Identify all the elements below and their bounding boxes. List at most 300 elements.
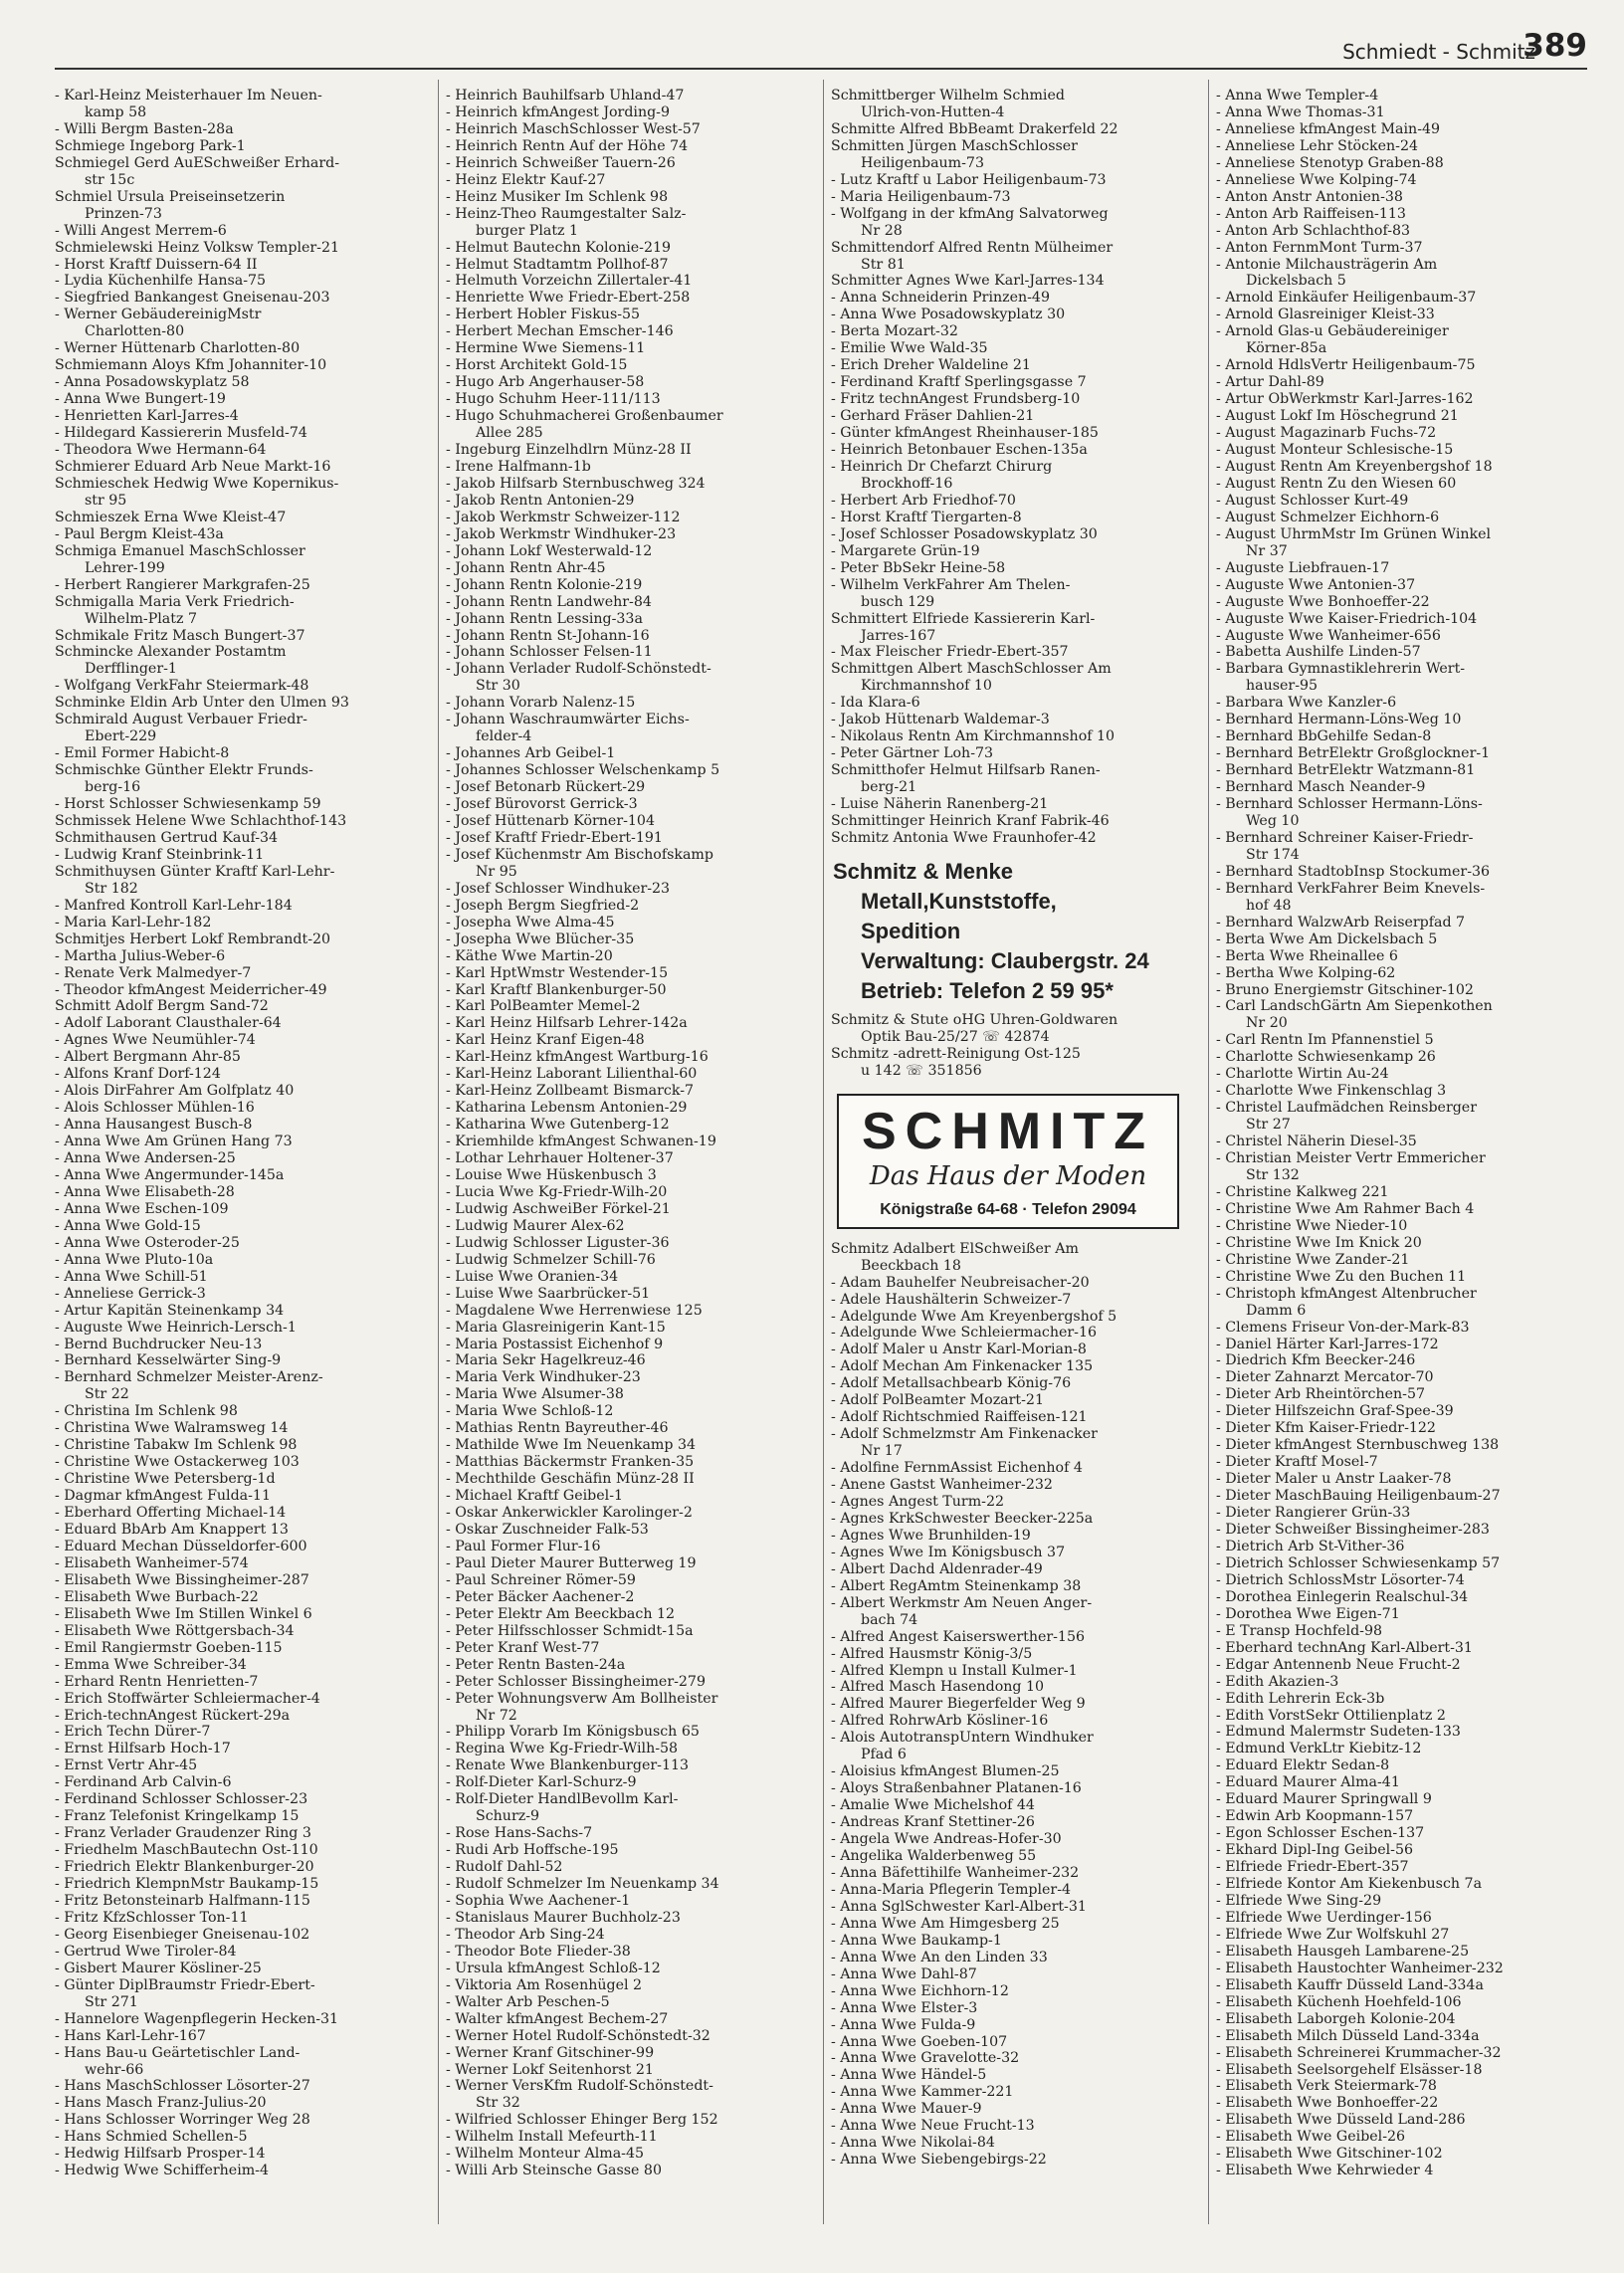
directory-entry: - Gertrud Wwe Tiroler-84: [55, 1943, 237, 1960]
directory-entry: - August Schmelzer Eichhorn-6: [1216, 509, 1440, 525]
directory-entry: - Anna Wwe Andersen-25: [55, 1150, 236, 1167]
entry-continuation: Dickelsbach 5: [1246, 273, 1346, 290]
directory-entry: - Agnes Wwe Im Königsbusch 37: [831, 1544, 1066, 1560]
directory-entry: - Sophia Wwe Aachener-1: [446, 1892, 631, 1909]
entry-continuation: Str 182: [85, 880, 138, 897]
directory-entry: - Anna Wwe Gold-15: [55, 1217, 201, 1234]
directory-entry: - Lothar Lehrhauer Holtener-37: [446, 1150, 674, 1167]
directory-entry: - Anna SglSchwester Karl-Albert-31: [831, 1898, 1087, 1915]
directory-entry: - Anna Hausangest Busch-8: [55, 1117, 253, 1134]
directory-column-3: [831, 88, 1184, 2169]
directory-entry: - Anna Wwe Eichhorn-12: [831, 1982, 1009, 1999]
directory-entry: - Christine Wwe Im Knick 20: [1216, 1234, 1422, 1251]
directory-entry: - Karl-Heinz Zollbeamt Bismarck-7: [446, 1083, 695, 1100]
entry-continuation: Lehrer-199: [85, 559, 165, 576]
directory-entry: Schmitten Jürgen MaschSchlosser: [831, 137, 1078, 154]
directory-entry: - Hedwig Hilfsarb Prosper-14: [55, 2146, 266, 2163]
directory-entry: - Dietrich Arb St-Vither-36: [1216, 1538, 1405, 1554]
directory-entry: - Elfriede Wwe Sing-29: [1216, 1892, 1382, 1909]
directory-entry: - Edmund Malermstr Sudeten-133: [1216, 1724, 1461, 1741]
directory-entry: - Christina Wwe Walramsweg 14: [55, 1420, 289, 1437]
entry-continuation: Allee 285: [476, 425, 543, 442]
directory-entry: - Elfriede Wwe Uerdinger-156: [1216, 1909, 1432, 1926]
entry-continuation: Ebert-229: [85, 728, 157, 745]
directory-entry: - Anna Wwe Osteroder-25: [55, 1234, 240, 1251]
directory-entry: - Arnold Glasreiniger Kleist-33: [1216, 307, 1435, 323]
directory-entry: - Peter Schlosser Bissingheimer-279: [446, 1673, 706, 1690]
directory-column-4: [1216, 88, 1569, 2179]
directory-entry: - Bernhard Kesselwärter Sing-9: [55, 1352, 282, 1369]
directory-entry: - Philipp Vorarb Im Königsbusch 65: [446, 1724, 700, 1741]
column-divider: [1208, 80, 1209, 2224]
directory-entry: - Elfriede Wwe Zur Wolfskuhl 27: [1216, 1926, 1450, 1943]
entry-continuation: Optik Bau-25/27 ☏ 42874: [861, 1028, 1050, 1045]
directory-entry: - Maria Wwe Schloß-12: [446, 1403, 614, 1420]
directory-entry: - Josepha Wwe Alma-45: [446, 914, 615, 930]
directory-entry: - Herbert Rangierer Markgrafen-25: [55, 576, 310, 593]
entry-continuation: Str 174: [1246, 846, 1300, 863]
directory-entry: - Bernd Buchdrucker Neu-13: [55, 1336, 263, 1352]
directory-entry: Schmielewski Heinz Volksw Templer-21: [55, 239, 340, 256]
directory-entry: - Helmut Stadtamtm Pollhof-87: [446, 256, 669, 273]
directory-entry: - Anna Wwe Siebengebirgs-22: [831, 2152, 1047, 2169]
directory-entry: - Werner Lokf Seitenhorst 21: [446, 2061, 654, 2078]
directory-entry: - Johann Schlosser Felsen-11: [446, 644, 653, 661]
entry-continuation: Jarres-167: [861, 627, 936, 644]
directory-entry: - Henriette Wwe Friedr-Ebert-258: [446, 290, 691, 307]
directory-entry: - Hans Bau-u Geärtetischler Land-: [55, 2044, 301, 2061]
entry-continuation: Körner-85a: [1246, 340, 1327, 357]
directory-entry: - Günter DiplBraumstr Friedr-Ebert-: [55, 1976, 315, 1993]
directory-entry: - Christine Wwe Am Rahmer Bach 4: [1216, 1200, 1475, 1217]
directory-entry: - Regina Wwe Kg-Friedr-Wilh-58: [446, 1741, 679, 1757]
directory-entry: Schmigalla Maria Verk Friedrich-: [55, 593, 295, 610]
directory-entry: - Heinrich Dr Chefarzt Chirurg: [831, 458, 1053, 475]
directory-entry: - Henrietten Karl-Jarres-4: [55, 408, 239, 425]
directory-entry: - Christian Meister Vertr Emmericher: [1216, 1150, 1486, 1167]
directory-entry: - Christel Laufmädchen Reinsberger: [1216, 1100, 1477, 1117]
directory-entry: - Auguste Liebfrauen-17: [1216, 559, 1390, 576]
directory-entry: - Adelgunde Wwe Am Kreyenbergshof 5: [831, 1308, 1117, 1325]
directory-entry: - Ernst Vertr Ahr-45: [55, 1757, 198, 1774]
directory-entry: - Rudi Arb Hoffsche-195: [446, 1842, 619, 1859]
directory-entry: - Alfred RohrwArb Kösliner-16: [831, 1713, 1049, 1730]
directory-entry: - Elisabeth Wwe Bissingheimer-287: [55, 1571, 309, 1588]
entry-continuation: wehr-66: [85, 2061, 144, 2078]
directory-entry: - Luise Wwe Saarbrücker-51: [446, 1285, 651, 1302]
directory-entry: - Christoph kfmAngest Altenbrucher: [1216, 1285, 1477, 1302]
directory-entry: - Theodora Wwe Hermann-64: [55, 442, 267, 459]
directory-entry: - Karl-Heinz Laborant Lilienthal-60: [446, 1066, 698, 1083]
directory-entry: - Karl-Heinz kfmAngest Wartburg-16: [446, 1049, 709, 1066]
directory-entry: - Maria Postassist Eichenhof 9: [446, 1336, 664, 1352]
directory-entry: - Anneliese Wwe Kolping-74: [1216, 171, 1417, 188]
directory-entry: - Anna Wwe Pluto-10a: [55, 1251, 214, 1268]
ad-schmitz-menke: [833, 857, 1184, 1006]
directory-entry: - Manfred Kontroll Karl-Lehr-184: [55, 897, 293, 914]
directory-entry: - Johann Rentn Lessing-33a: [446, 610, 643, 627]
directory-entry: - Agnes KrkSchwester Beecker-225a: [831, 1510, 1094, 1527]
directory-entry: - Angelika Walderbenweg 55: [831, 1848, 1037, 1865]
directory-entry: - Dietrich SchlossMstr Lösorter-74: [1216, 1571, 1465, 1588]
directory-entry: - Anene Gastst Wanheimer-232: [831, 1477, 1053, 1494]
directory-entry: - Viktoria Am Rosenhügel 2: [446, 1976, 643, 1993]
directory-entry: - Hans Karl-Lehr-167: [55, 2027, 206, 2044]
directory-entry: - Arnold HdlsVertr Heiligenbaum-75: [1216, 357, 1476, 374]
directory-entry: - Johann Rentn Landwehr-84: [446, 593, 652, 610]
directory-entry: - Alois DirFahrer Am Golfplatz 40: [55, 1083, 295, 1100]
directory-entry: - Wolfgang in der kfmAng Salvatorweg: [831, 205, 1109, 222]
directory-entry: - Josef Küchenmstr Am Bischofskamp: [446, 846, 713, 863]
directory-entry: - Fritz KfzSchlosser Ton-11: [55, 1909, 249, 1926]
directory-entry: - Anna Wwe Goeben-107: [831, 2033, 1008, 2050]
entry-continuation: burger Platz 1: [476, 222, 579, 239]
directory-entry: - Clemens Friseur Von-der-Mark-83: [1216, 1319, 1470, 1336]
directory-entry: - Amalie Wwe Michelshof 44: [831, 1797, 1035, 1814]
directory-entry: - Daniel Härter Karl-Jarres-172: [1216, 1336, 1439, 1352]
directory-entry: - Peter Elektr Am Beeckbach 12: [446, 1605, 676, 1622]
directory-entry: - Alois AutotranspUntern Windhuker: [831, 1730, 1094, 1747]
directory-entry: - Agnes Wwe Brunhilden-19: [831, 1527, 1031, 1544]
directory-entry: - Rudolf Dahl-52: [446, 1859, 563, 1876]
directory-entry: - Wilhelm Install Mefeurth-11: [446, 2129, 658, 2146]
directory-entry: - Charlotte Wwe Finkenschlag 3: [1216, 1083, 1447, 1100]
entry-continuation: hauser-95: [1246, 678, 1319, 695]
directory-entry: - Dieter Schweißer Bissingheimer-283: [1216, 1522, 1490, 1539]
entry-continuation: str 95: [85, 492, 127, 509]
directory-entry: - Werner GebäudereinigMstr: [55, 307, 262, 323]
directory-entry: - Max Fleischer Friedr-Ebert-357: [831, 644, 1069, 661]
page-header: [55, 28, 1587, 74]
directory-entry: - Herbert Arb Friedhof-70: [831, 492, 1016, 509]
directory-entry: - Albert Werkmstr Am Neuen Anger-: [831, 1594, 1093, 1611]
directory-entry: - Paul Former Flur-16: [446, 1538, 601, 1554]
directory-entry: - Siegfried Bankangest Gneisenau-203: [55, 290, 330, 307]
directory-entry: - Werner VersKfm Rudolf-Schönstedt-: [446, 2078, 713, 2095]
directory-entry: - Werner Hotel Rudolf-Schönstedt-32: [446, 2027, 710, 2044]
entry-continuation: kamp 58: [85, 103, 147, 120]
directory-entry: - Maria Heiligenbaum-73: [831, 188, 1011, 205]
directory-entry: - Mathias Rentn Bayreuther-46: [446, 1420, 669, 1437]
entry-continuation: berg-16: [85, 779, 141, 796]
column-divider: [438, 80, 439, 2224]
directory-entry: - Heinrich Betonbauer Eschen-135a: [831, 442, 1088, 459]
directory-entry: - Bernhard Schlosser Hermann-Löns-: [1216, 796, 1483, 813]
directory-entry: Schmitte Alfred BbBeamt Drakerfeld 22: [831, 120, 1118, 137]
directory-entry: - August Magazinarb Fuchs-72: [1216, 425, 1437, 442]
directory-entry: - Dorothea Einlegerin Realschul-34: [1216, 1588, 1469, 1605]
directory-entry: - Luise Wwe Oranien-34: [446, 1268, 619, 1285]
directory-entry: - Egon Schlosser Eschen-137: [1216, 1825, 1425, 1842]
directory-entry: - Elisabeth Seelsorgehelf Elsässer-18: [1216, 2061, 1483, 2078]
directory-entry: - Josef Betonarb Rückert-29: [446, 779, 646, 796]
directory-entry: - Hugo Arb Angerhauser-58: [446, 374, 645, 391]
directory-entry: Schmiel Ursula Preiseinsetzerin: [55, 188, 286, 205]
directory-entry: Schmierer Eduard Arb Neue Markt-16: [55, 458, 331, 475]
directory-entry: - Artur ObWerkmstr Karl-Jarres-162: [1216, 391, 1474, 408]
entry-continuation: u 142 ☏ 351856: [861, 1062, 982, 1079]
directory-entry: - Willi Arb Steinsche Gasse 80: [446, 2163, 662, 2179]
directory-entry: - Anna Wwe Baukamp-1: [831, 1932, 1002, 1949]
entry-continuation: felder-4: [476, 728, 532, 745]
directory-entry: - Anna Wwe Posadowskyplatz 30: [831, 307, 1066, 323]
directory-column-2: [446, 88, 799, 2179]
directory-entry: - Auguste Wwe Kaiser-Friedrich-104: [1216, 610, 1478, 627]
entry-continuation: Heiligenbaum-73: [861, 154, 984, 171]
directory-entry: - Christel Näherin Diesel-35: [1216, 1134, 1417, 1150]
directory-entry: - Emil Former Habicht-8: [55, 745, 230, 762]
directory-entry: Schmiege Ingeborg Park-1: [55, 137, 246, 154]
directory-entry: - Gisbert Maurer Kösliner-25: [55, 1960, 262, 1976]
directory-entry: - Karl-Heinz Meisterhauer Im Neuen-: [55, 88, 322, 103]
directory-entry: - Theodor kfmAngest Meiderricher-49: [55, 981, 327, 998]
ad-title: Schmitz & Menke: [833, 858, 1013, 884]
directory-entry: - Artur Dahl-89: [1216, 374, 1324, 391]
entry-list: [831, 1241, 1184, 2169]
directory-entry: - Elfriede Friedr-Ebert-357: [1216, 1859, 1409, 1876]
directory-entry: - Anna Wwe Dahl-87: [831, 1965, 977, 1982]
directory-entry: - Eduard Elektr Sedan-8: [1216, 1757, 1390, 1774]
directory-entry: - Ferdinand Arb Calvin-6: [55, 1774, 232, 1791]
directory-column-1: [55, 88, 408, 2179]
directory-entry: - Hans Schmied Schellen-5: [55, 2129, 248, 2146]
directory-entry: - Hildegard Kassiererin Musfeld-74: [55, 425, 307, 442]
directory-entry: - Rolf-Dieter HandlBevollm Karl-: [446, 1791, 679, 1808]
directory-entry: - Bruno Energiemstr Gitschiner-102: [1216, 981, 1474, 998]
directory-entry: - Christine Wwe Nieder-10: [1216, 1217, 1408, 1234]
directory-entry: - Jakob Hüttenarb Waldemar-3: [831, 712, 1050, 728]
ad-line: Spedition: [861, 918, 961, 943]
directory-entry: - Anna Wwe Fulda-9: [831, 2016, 976, 2033]
directory-entry: - Friedrich Elektr Blankenburger-20: [55, 1859, 314, 1876]
directory-entry: - Edith Akazien-3: [1216, 1673, 1339, 1690]
directory-entry: - Ludwig Maurer Alex-62: [446, 1217, 625, 1234]
directory-entry: Schmitjes Herbert Lokf Rembrandt-20: [55, 930, 331, 947]
directory-entry: - Peter Kranf West-77: [446, 1639, 600, 1656]
directory-entry: - Elisabeth Haustochter Wanheimer-232: [1216, 1960, 1504, 1976]
directory-entry: - Adam Bauhelfer Neubreisacher-20: [831, 1274, 1090, 1291]
entry-continuation: Derfflinger-1: [85, 661, 177, 678]
directory-entry: - Bernhard Hermann-Löns-Weg 10: [1216, 712, 1462, 728]
directory-entry: Schmissek Helene Wwe Schlachthof-143: [55, 812, 347, 829]
directory-entry: - Käthe Wwe Martin-20: [446, 947, 613, 964]
directory-entry: - Franz Telefonist Kringelkamp 15: [55, 1808, 300, 1825]
entry-list: [831, 1012, 1184, 1080]
directory-entry: - Günter kfmAngest Rheinhauser-185: [831, 425, 1099, 442]
directory-entry: - Emilie Wwe Wald-35: [831, 340, 988, 357]
directory-entry: - Eduard BbArb Am Knappert 13: [55, 1522, 289, 1539]
directory-entry: - Peter Gärtner Loh-73: [831, 745, 994, 762]
directory-entry: - Edmund VerkLtr Kiebitz-12: [1216, 1741, 1422, 1757]
directory-entry: - Aloisius kfmAngest Blumen-25: [831, 1763, 1060, 1780]
directory-entry: - Nikolaus Rentn Am Kirchmannshof 10: [831, 728, 1116, 745]
entry-list: [446, 88, 799, 2179]
directory-entry: - Elisabeth Wwe Düsseld Land-286: [1216, 2112, 1466, 2129]
entry-continuation: Wilhelm-Platz 7: [85, 610, 197, 627]
directory-entry: - Adolf Maler u Anstr Karl-Morian-8: [831, 1342, 1087, 1358]
entry-continuation: Str 22: [85, 1386, 129, 1403]
directory-entry: - Katharina Wwe Gutenberg-12: [446, 1117, 670, 1134]
directory-entry: - Oskar Zuschneider Falk-53: [446, 1522, 649, 1539]
directory-entry: - Lucia Wwe Kg-Friedr-Wilh-20: [446, 1183, 668, 1200]
entry-continuation: Nr 20: [1246, 1015, 1288, 1032]
directory-entry: - Anna Wwe Schill-51: [55, 1268, 208, 1285]
directory-entry: - Heinrich Schweißer Tauern-26: [446, 154, 676, 171]
entry-continuation: Str 271: [85, 1993, 138, 2010]
directory-entry: - Adolf PolBeamter Mozart-21: [831, 1392, 1044, 1409]
directory-entry: - Ferdinand Schlosser Schlosser-23: [55, 1791, 308, 1808]
directory-entry: Schmithuysen Günter Kraftf Karl-Lehr-: [55, 863, 335, 880]
directory-entry: - Arnold Glas-u Gebäudereiniger: [1216, 323, 1449, 340]
directory-entry: - Elisabeth Wwe Bonhoeffer-22: [1216, 2095, 1439, 2112]
directory-entry: - Bertha Wwe Kolping-62: [1216, 964, 1396, 981]
entry-continuation: berg-21: [861, 779, 917, 796]
directory-entry: Schmittgen Albert MaschSchlosser Am: [831, 661, 1112, 678]
directory-entry: - Elisabeth Wwe Im Stillen Winkel 6: [55, 1605, 312, 1622]
directory-entry: - Anna Wwe Am Grünen Hang 73: [55, 1134, 293, 1150]
directory-entry: - Maria Karl-Lehr-182: [55, 914, 212, 930]
directory-entry: - Johann Rentn Ahr-45: [446, 559, 606, 576]
directory-entry: - Elisabeth Schreinerei Krummacher-32: [1216, 2044, 1502, 2061]
directory-entry: Schmitz -adrett-Reinigung Ost-125: [831, 1045, 1081, 1062]
directory-entry: - Ludwig AschweiBer Förkel-21: [446, 1200, 671, 1217]
directory-entry: - Dieter Rangierer Grün-33: [1216, 1505, 1411, 1522]
directory-entry: Schmiga Emanuel MaschSchlosser: [55, 542, 305, 559]
directory-entry: - Erich Stoffwärter Schleiermacher-4: [55, 1690, 320, 1707]
directory-entry: - Maria Wwe Alsumer-38: [446, 1386, 624, 1403]
directory-entry: - Eduard Mechan Düsseldorfer-600: [55, 1538, 307, 1554]
directory-entry: - Erich-technAngest Rückert-29a: [55, 1707, 291, 1724]
entry-continuation: Str 32: [476, 2095, 520, 2112]
directory-entry: - Helmuth Vorzeichn Zillertaler-41: [446, 273, 693, 290]
directory-entry: - Angela Wwe Andreas-Hofer-30: [831, 1831, 1062, 1848]
directory-entry: - Hermine Wwe Siemens-11: [446, 340, 646, 357]
directory-entry: - Anna Schneiderin Prinzen-49: [831, 290, 1050, 307]
entry-continuation: Damm 6: [1246, 1302, 1307, 1319]
directory-entry: - Elisabeth Verk Steiermark-78: [1216, 2078, 1437, 2095]
directory-entry: - August Lokf Im Höschegrund 21: [1216, 408, 1459, 425]
directory-entry: - Mathilde Wwe Im Neuenkamp 34: [446, 1437, 697, 1454]
directory-entry: - Peter Wohnungsverw Am Bollheister: [446, 1690, 718, 1707]
directory-entry: - Ekhard Dipl-Ing Geibel-56: [1216, 1842, 1414, 1859]
directory-entry: - Eberhard Offerting Michael-14: [55, 1505, 287, 1522]
directory-entry: - Elisabeth Hausgeh Lambarene-25: [1216, 1943, 1470, 1960]
entry-continuation: str 15c: [85, 171, 135, 188]
directory-entry: - Anna Wwe Gravelotte-32: [831, 2050, 1020, 2067]
directory-entry: - Anton Arb Schlachthof-83: [1216, 222, 1411, 239]
directory-entry: - Paul Dieter Maurer Butterweg 19: [446, 1554, 697, 1571]
directory-entry: - Agnes Angest Turm-22: [831, 1494, 1004, 1510]
directory-entry: - Paul Schreiner Römer-59: [446, 1571, 636, 1588]
directory-entry: Schmieschek Hedwig Wwe Kopernikus-: [55, 475, 339, 492]
directory-entry: - Karl Kraftf Blankenburger-50: [446, 981, 667, 998]
entry-continuation: Charlotten-80: [85, 323, 185, 340]
directory-entry: - Anton Arb Raiffeisen-113: [1216, 205, 1406, 222]
directory-entry: - Antonie Milchausträgerin Am: [1216, 256, 1438, 273]
directory-entry: Schmieszek Erna Wwe Kleist-47: [55, 509, 287, 525]
directory-entry: - Josef Bürovorst Gerrick-3: [446, 796, 638, 813]
directory-entry: - Anna Wwe Händel-5: [831, 2067, 987, 2084]
directory-entry: - Emil Rangiermstr Goeben-115: [55, 1639, 283, 1656]
directory-entry: - Herbert Mechan Emscher-146: [446, 323, 674, 340]
entry-continuation: Str 27: [1246, 1117, 1291, 1134]
directory-entry: - Elisabeth Laborgeh Kolonie-204: [1216, 2010, 1456, 2027]
directory-entry: - Heinrich Rentn Auf der Höhe 74: [446, 137, 689, 154]
directory-entry: - Ferdinand Kraftf Sperlingsgasse 7: [831, 374, 1087, 391]
directory-entry: - Edith Lehrerin Eck-3b: [1216, 1690, 1385, 1707]
directory-entry: - Renate Wwe Blankenburger-113: [446, 1757, 690, 1774]
entry-continuation: Str 81: [861, 256, 906, 273]
directory-entry: - Johannes Arb Geibel-1: [446, 745, 616, 762]
directory-entry: - Charlotte Wirtin Au-24: [1216, 1066, 1389, 1083]
directory-entry: - Barbara Gymnastiklehrerin Wert-: [1216, 661, 1466, 678]
directory-entry: - Katharina Lebensm Antonien-29: [446, 1100, 688, 1117]
directory-entry: - Walter kfmAngest Bechem-27: [446, 2010, 669, 2027]
directory-entry: - Lutz Kraftf u Labor Heiligenbaum-73: [831, 171, 1107, 188]
directory-entry: - Adolf Laborant Clausthaler-64: [55, 1015, 282, 1032]
directory-entry: - Alfred Klempn u Install Kulmer-1: [831, 1662, 1078, 1679]
directory-entry: - Michael Kraftf Geibel-1: [446, 1488, 624, 1505]
directory-entry: - Agnes Wwe Neumühler-74: [55, 1032, 256, 1049]
directory-entry: - Edwin Arb Koopmann-157: [1216, 1808, 1414, 1825]
directory-entry: - Stanislaus Maurer Buchholz-23: [446, 1909, 681, 1926]
directory-entry: - Rose Hans-Sachs-7: [446, 1825, 593, 1842]
directory-entry: - Barbara Wwe Kanzler-6: [1216, 695, 1397, 712]
directory-entry: - Kriemhilde kfmAngest Schwanen-19: [446, 1134, 716, 1150]
directory-entry: - Johann Waschraumwärter Eichs-: [446, 712, 690, 728]
directory-entry: - Babetta Aushilfe Linden-57: [1216, 644, 1421, 661]
directory-entry: - Anna Wwe Templer-4: [1216, 88, 1379, 103]
directory-entry: - Bernhard Masch Neander-9: [1216, 779, 1426, 796]
directory-entry: - Alfred Hausmstr König-3/5: [831, 1645, 1033, 1662]
directory-entry: - Adele Haushälterin Schweizer-7: [831, 1291, 1072, 1308]
brand-slogan: Das Haus der Moden: [869, 1160, 1147, 1191]
directory-entry: Schmikale Fritz Masch Bungert-37: [55, 627, 305, 644]
entry-continuation: Pfad 6: [861, 1747, 907, 1763]
directory-entry: - Hedwig Wwe Schifferheim-4: [55, 2163, 270, 2179]
directory-entry: - Werner Kranf Gitschiner-99: [446, 2044, 655, 2061]
directory-entry: - Johann Lokf Westerwald-12: [446, 542, 653, 559]
directory-entry: - Oskar Ankerwickler Karolinger-2: [446, 1505, 693, 1522]
directory-entry: - Jakob Werkmstr Windhuker-23: [446, 525, 677, 542]
directory-entry: - August Schlosser Kurt-49: [1216, 492, 1409, 509]
ad-line: Betrieb: Telefon 2 59 95*: [861, 977, 1114, 1003]
directory-entry: - Hans Schlosser Worringer Weg 28: [55, 2112, 310, 2129]
directory-entry: - Ludwig Schmelzer Schill-76: [446, 1251, 656, 1268]
directory-entry: - Hans Masch Franz-Julius-20: [55, 2095, 267, 2112]
directory-entry: - Anna Wwe Elisabeth-28: [55, 1183, 235, 1200]
directory-entry: - Maria Sekr Hagelkreuz-46: [446, 1352, 646, 1369]
directory-entry: - Dieter Zahnarzt Mercator-70: [1216, 1369, 1434, 1386]
directory-entry: - Rolf-Dieter Karl-Schurz-9: [446, 1774, 637, 1791]
directory-entry: - Dagmar kfmAngest Fulda-11: [55, 1488, 271, 1505]
directory-entry: - Luise Näherin Ranenberg-21: [831, 796, 1049, 813]
directory-entry: - Anna-Maria Pflegerin Templer-4: [831, 1881, 1072, 1898]
directory-entry: - Bernhard BbGehilfe Sedan-8: [1216, 728, 1432, 745]
directory-entry: - Ursula kfmAngest Schloß-12: [446, 1960, 661, 1976]
directory-entry: - Peter BbSekr Heine-58: [831, 559, 1006, 576]
directory-entry: - Heinrich Bauhilfsarb Uhland-47: [446, 88, 685, 103]
directory-entry: - Elfriede Kontor Am Kiekenbusch 7a: [1216, 1876, 1483, 1893]
directory-entry: - Horst Schlosser Schwiesenkamp 59: [55, 796, 321, 813]
directory-entry: - Dieter kfmAngest Sternbuschweg 138: [1216, 1437, 1500, 1454]
directory-entry: - Anton FernmMont Turm-37: [1216, 239, 1423, 256]
directory-entry: - Anna Bäfettihilfe Wanheimer-232: [831, 1864, 1080, 1881]
directory-entry: - Willi Bergm Basten-28a: [55, 120, 234, 137]
entry-continuation: Weg 10: [1246, 812, 1300, 829]
directory-entry: - Hugo Schuhm Heer-111/113: [446, 391, 661, 408]
directory-entry: - Fritz technAngest Frundsberg-10: [831, 391, 1081, 408]
